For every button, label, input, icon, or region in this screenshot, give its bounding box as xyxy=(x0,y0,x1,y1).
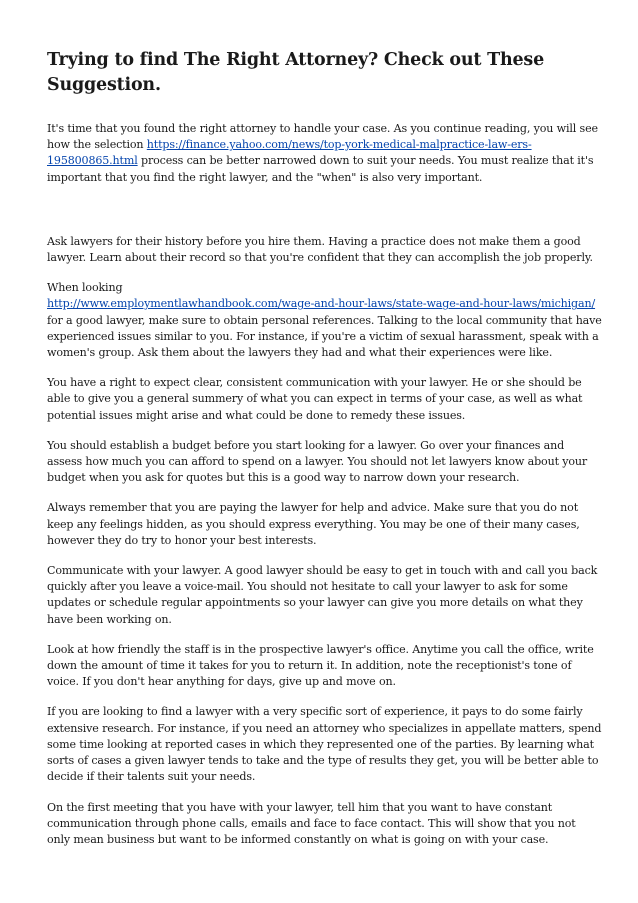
first-meeting-paragraph: On the first meeting that you have with your lawyer, tell him that you want to have constant communication through phone calls, emails and face to face contact. This will show that you not only mean business but want to be informed constantly on what is going on with your case. xyxy=(47,800,576,846)
budget-paragraph: You should establish a budget before you start looking for a lawyer. Go over your finances and assess how much you can afford to spend on a lawyer. You should not let lawyers know about your budget when you ask for quotes but this is a good way to narrow down your research. xyxy=(47,438,588,485)
document-title: Trying to find The Right Attorney? Check out These Suggestion. xyxy=(47,50,545,95)
references-paragraph xyxy=(47,280,602,361)
staff-paragraph: Look at how friendly the staff is in the prospective lawyer's office. Anytime you call the office, write down the amount of time it takes for you to return it. In addition, note the receptionist's tone of voice. If you don't hear anything for days, give up and move on. xyxy=(47,642,594,689)
advice-paragraph: Always remember that you are paying the lawyer for help and advice. Make sure that you do not keep any feelings hidden, as you should express everything. You may be one of their many cases, however they do try to honor your best interests. xyxy=(47,501,580,547)
history-paragraph: Ask lawyers for their history before you hire them. Having a practice does not make them a good lawyer. Learn about their record so that you're confident that they can accomplish the job properly. xyxy=(47,234,593,265)
employment-law-link[interactable]: http://www.employmentlawhandbook.com/wage-and-hour-laws/state-wage-and-hour-laws/michigan/ xyxy=(47,297,596,311)
contact-paragraph: Communicate with your lawyer. A good lawyer should be easy to get in touch with and call you back quickly after you leave a voice-mail. You should not hesitate to call your lawyer to ask for some updates or schedule regular appointments so your lawyer can give you more details on what they have been working on. xyxy=(47,564,598,626)
research-paragraph: If you are looking to find a lawyer with a very specific sort of experience, it pays to do some fairly extensive research. For instance, if you need an attorney who specializes in appellate matters, spend some time looking at reported cases in which they represented one of the parties. By learning what sorts of cases a given lawyer tends to take and the type of results they get, you will be better able to decide if their talents suit your needs. xyxy=(47,705,602,784)
communication-paragraph: You have a right to expect clear, consistent communication with your lawyer. He or she should be able to give you a general summery of what you can expect in terms of your case, as well as what potential issues might arise and what could be done to remedy these issues. xyxy=(47,376,583,422)
blank-space xyxy=(47,186,602,234)
document-page xyxy=(47,48,602,862)
intro-text-end: process can be better narrowed down to suit your needs. You must realize that it's important that you find the right lawyer, and the "when" is also very important. xyxy=(47,154,594,184)
intro-paragraph xyxy=(47,121,602,186)
references-text-start: When looking xyxy=(47,281,123,295)
intro-text-start: It's time that you found the right attorney to handle your case. As you continue reading, you will see how the selection xyxy=(47,122,598,152)
yahoo-finance-link[interactable]: https://finance.yahoo.com/news/top-york-medical-malpractice-law-ers-195800865.html xyxy=(47,138,532,168)
references-text-end: for a good lawyer, make sure to obtain personal references. Talking to the local community that have experienced issues similar to you. For instance, if you're a victim of sexual harassment, speak with a women's group. Ask them about the lawyers they had and what their experiences were like. xyxy=(47,313,602,360)
